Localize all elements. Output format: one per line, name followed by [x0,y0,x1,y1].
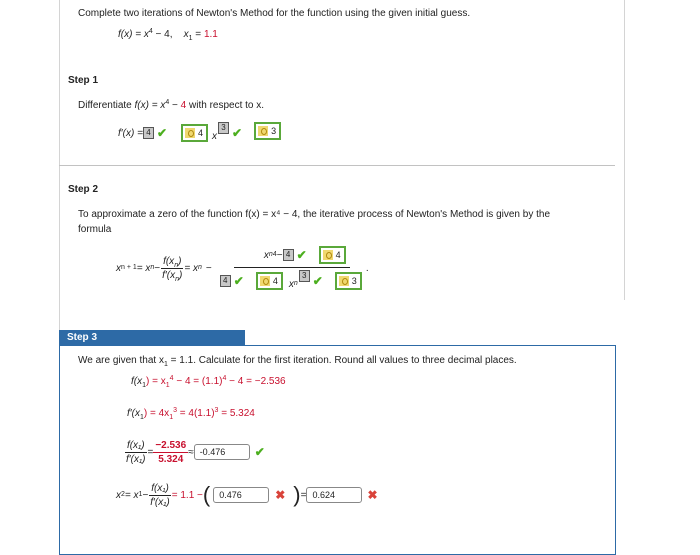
key-icon [185,128,195,138]
problem-func-rest: − 4, [152,29,173,40]
step3-x2-mid: = x [124,489,139,501]
check-icon: ✔ [233,274,244,288]
step2-frac-den [160,269,184,281]
step3-dfx1-exp2: 3 [214,407,219,414]
step2-den-key-value: 4 [272,276,278,286]
right-paren: ) [293,482,301,507]
step3-x2-input-2[interactable]: 0.624 [306,487,362,503]
step2-sub-num: x n 4 − 4 ✔ 4 [234,246,350,268]
step2-minus: − [154,262,161,274]
step2-minus-2: − [205,262,212,274]
step2-den-x: x [288,278,294,290]
key-icon [323,250,333,260]
problem-x1-sub: 1 [188,35,193,42]
step3-x2-eq2: = [300,489,307,501]
check-icon: ✔ [296,248,307,262]
step1-coef-key-value: 4 [198,128,204,138]
section-divider [59,165,615,166]
step3-fx1-exp2: 4 [222,375,227,382]
step3-fx1-rest: − 4 = (1.1) [173,376,223,387]
key-icon [339,276,349,286]
cross-icon: ✖ [275,488,286,502]
step1-coef-answer: 4 [143,127,154,139]
step1-const: 4 [180,100,187,111]
step3-dfx1-exp: 3 [173,407,177,414]
step1-func: f(x) = x [134,100,166,111]
step2-frac-num [161,256,183,269]
step2-num-key-button[interactable] [319,246,346,264]
step1-exp-answer: 3 [218,122,229,134]
step3-ratio-eq: = [147,446,154,458]
step3-ratio-value-frac [153,440,188,465]
step3-ratio-answer-input[interactable]: -0.476 [194,444,250,460]
step3-fx1-end: − 4 = −2.536 [226,376,286,387]
step2-frac-den-text: f′(x [162,269,176,281]
problem-func-lhs: f(x) = x [118,29,149,40]
problem-function [118,29,218,40]
step3-dfx1-line [127,408,255,419]
step1-text-after: with respect to x. [186,100,265,111]
step3-x2-frac-den: f′(x₁) [150,496,170,508]
step3-fx1-lhs: f(x [131,376,143,387]
step3-x2-frac [148,483,171,508]
step2-text-line1: To approximate a zero of the function f(x) = x⁴ − 4, the iterative process of Newton's Method is given by the [78,209,551,220]
step2-frac-den-close: ) [179,269,183,281]
step3-x2-minus: − [142,489,149,501]
step3-x2-eq: = 1.1 − [171,489,203,501]
step1-exp-key-value: 3 [271,126,277,136]
step2-fraction-definition [160,256,184,281]
step2-num-key-value: 4 [335,250,341,260]
step2-frac-den-sub: n [175,275,180,283]
step3-ratio-line [124,436,265,468]
check-icon: ✔ [254,445,265,459]
step3-x2-lhs: x [116,489,121,501]
step1-exp-key-button[interactable] [254,122,281,140]
step3-fx1-sub2: 1 [165,382,170,389]
step3-intro-after: Calculate for the first iteration. Round all values to three decimal places. [195,355,517,366]
right-frame-border [624,0,625,300]
problem-x1-value: 1.1 [203,29,218,40]
step1-instruction [78,100,264,111]
step2-formula: x n + 1 = x n − $\frac{f(x_n)}{f'(x_n)}$ = x n − x n 4 − 4 ✔ 4 4 ✔ 4 x $_n$ 3 ✔ 3 . [116,248,369,290]
cross-icon: ✖ [367,488,378,502]
step3-x2-input-1[interactable]: 0.476 [213,487,269,503]
step1-coef-key-button[interactable] [181,124,208,142]
check-icon: ✔ [156,126,167,140]
step3-intro-sub: 1 [163,361,168,368]
key-icon [260,276,270,286]
step3-fx1-line [131,376,286,387]
step3-ratio-den: f′(x₁) [126,453,146,465]
step2-sub-den: 4 ✔ 4 x $_n$ 3 ✔ 3 [218,268,366,290]
step2-frac-num-sub: n [174,261,179,269]
left-paren: ( [202,482,211,507]
step1-deriv-lhs: f′(x) = [118,127,143,139]
step3-header: Step 3 [59,330,245,345]
step3-x2-frac-num: f(x₁) [151,482,169,494]
key-icon [258,126,268,136]
problem-x1-eq: = [192,29,204,40]
step2-frac-num-close: ) [178,255,182,267]
step1-label: Step 1 [68,75,99,86]
step2-den-exp-key-button[interactable] [335,272,362,290]
step2-eq2: = x [184,262,198,274]
step2-num-answer: 4 [283,249,294,261]
problem-func-exp: 4 [148,28,153,35]
step2-text-line2: formula [78,224,112,235]
step1-derivative-row [118,124,281,142]
step2-eq1: = x [136,262,151,274]
step3-fx1-mid: ) = x [146,376,166,387]
step2-den-exp-answer: 3 [299,270,310,282]
step3-fx1-exp: 4 [169,375,174,382]
step3-fx1-sub: 1 [142,382,147,389]
step3-ratio-val-num: −2.536 [155,439,187,451]
step3-ratio-num: f(x₁) [126,439,145,451]
step2-period: . [365,262,369,274]
step3-dfx1-mid: ) = 4x [143,408,170,419]
step3-intro [78,355,517,366]
step3-intro-before: We are given that x [78,355,164,366]
check-icon: ✔ [232,126,243,140]
check-icon: ✔ [312,274,323,288]
step1-x-var: x [212,130,218,142]
step2-label: Step 2 [68,184,99,195]
step3-dfx1-rest: = 4(1.1) [177,408,215,419]
step2-num-x: x [263,249,269,261]
step3-dfx1-sub: 1 [139,414,144,421]
step1-func-exp: 4 [165,99,170,106]
step2-lhs: x [116,262,121,274]
step3-ratio-val-den: 5.324 [158,453,184,465]
step2-den-key-button[interactable] [256,272,283,290]
step3-dfx1-lhs: f′(x [127,408,140,419]
step1-minus: − [169,100,181,111]
step2-num-minus: − [276,249,283,261]
problem-x1-label: x [183,29,189,40]
step1-text-before: Differentiate [78,100,135,111]
step2-den-exp-key-value: 3 [351,276,357,286]
step3-dfx1-sub2: 1 [169,414,174,421]
step2-frac-num-text: f(x [163,255,175,267]
step2-fraction-substituted [218,246,366,290]
step3-dfx1-end: = 5.324 [218,408,255,419]
problem-instruction: Complete two iterations of Newton's Method for the function using the given initial guess. [78,8,471,19]
step3-x2-line: x 2 = x 1 − $\frac{\text{f(x₁)}}{\text{f′(x₁)}}$ = 1.1 − ( 0.476 ✖ ) = 0.624 ✖ [116,482,378,508]
step3-approx: ≈ [188,446,194,458]
step2-den-answer: 4 [220,275,231,287]
step3-intro-val: = 1.1. [167,355,196,366]
step3-ratio-frac [124,440,147,465]
